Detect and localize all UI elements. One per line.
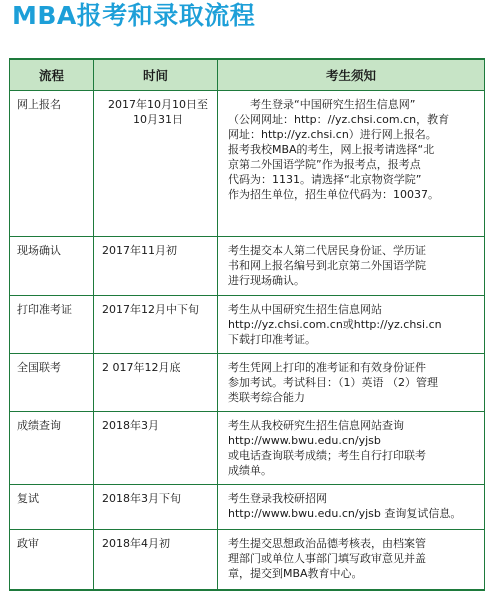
note-line: 下载打印准考证。 bbox=[228, 333, 316, 346]
time-cell bbox=[94, 485, 218, 530]
note-line: 网址：http://yz.chsi.cn）进行网上报名。 bbox=[228, 128, 437, 141]
note-line: 参加考试。考试科目：（1）英语 （2）管理 bbox=[228, 376, 438, 389]
time-line: 2018年4月初 bbox=[102, 537, 170, 550]
time-cell bbox=[94, 237, 218, 296]
header-time: 时间 bbox=[94, 59, 218, 91]
note-line: 考生登录我校研招网 bbox=[228, 492, 327, 505]
note-cell bbox=[218, 354, 485, 412]
page-title: MBA报考和录取流程 bbox=[12, 1, 256, 30]
note-line: 考生提交本人第二代居民身份证、学历证 bbox=[228, 244, 426, 257]
note-line: 考生凭网上打印的准考证和有效身份证件 bbox=[228, 361, 426, 374]
note-line: 类联考综合能力 bbox=[228, 391, 305, 404]
time-cell bbox=[94, 412, 218, 485]
note-line: 进行现场确认。 bbox=[228, 274, 305, 287]
table-row bbox=[10, 296, 485, 354]
table-row bbox=[10, 91, 485, 237]
note-cell bbox=[218, 237, 485, 296]
note-line: 理部门或单位人事部门填写政审意见并盖 bbox=[228, 552, 426, 565]
time-line: 2018年3月下旬 bbox=[102, 492, 181, 505]
note-line: 书和网上报名编号到北京第二外国语学院 bbox=[228, 259, 426, 272]
time-cell bbox=[94, 296, 218, 354]
note-line: http://www.bwu.edu.cn/yjsb 查询复试信息。 bbox=[228, 507, 462, 520]
note-cell bbox=[218, 412, 485, 485]
time-line: 2017年10月10日至 bbox=[108, 98, 208, 111]
time-line: 2018年3月 bbox=[102, 419, 159, 432]
table-row bbox=[10, 485, 485, 530]
note-line: http://www.bwu.edu.cn/yjsb bbox=[228, 434, 381, 447]
note-cell bbox=[218, 91, 485, 237]
time-line: 10月31日 bbox=[133, 113, 183, 126]
note-line: （公网网址：http：//yz.chsi.com.cn，教育 bbox=[228, 113, 450, 126]
table-row bbox=[10, 530, 485, 590]
step-cell: 复试 bbox=[10, 485, 94, 530]
table-row bbox=[10, 237, 485, 296]
time-cell bbox=[94, 91, 218, 237]
header-notes: 考生须知 bbox=[218, 59, 485, 91]
step-cell: 打印准考证 bbox=[10, 296, 94, 354]
header-step: 流程 bbox=[10, 59, 94, 91]
note-line: 考生提交思想政治品德考核表，由档案管 bbox=[228, 537, 426, 550]
step-cell: 政审 bbox=[10, 530, 94, 590]
time-line: 2017年11月初 bbox=[102, 244, 177, 257]
note-line: 成绩单。 bbox=[228, 464, 272, 477]
note-line: 作为招生单位，招生单位代码为：10037。 bbox=[228, 188, 439, 201]
table-header-row bbox=[10, 59, 485, 91]
time-cell bbox=[94, 530, 218, 590]
table-row bbox=[10, 412, 485, 485]
table-row bbox=[10, 354, 485, 412]
process-table bbox=[9, 58, 485, 591]
note-cell bbox=[218, 485, 485, 530]
note-line: 京第二外国语学院”作为报考点，报考点 bbox=[228, 158, 421, 171]
note-line: 考生登录“中国研究生招生信息网” bbox=[250, 98, 416, 111]
time-line: 2 017年12月底 bbox=[102, 361, 181, 374]
note-line: 考生从我校研究生招生信息网站查询 bbox=[228, 419, 404, 432]
note-line: http://yz.chsi.com.cn或http://yz.chsi.cn bbox=[228, 318, 442, 331]
step-cell: 全国联考 bbox=[10, 354, 94, 412]
note-line: 代码为：1131。请选择“北京物资学院” bbox=[228, 173, 422, 186]
time-line: 2017年12月中下旬 bbox=[102, 303, 199, 316]
step-cell: 网上报名 bbox=[10, 91, 94, 237]
step-cell: 现场确认 bbox=[10, 237, 94, 296]
note-line: 章，提交到MBA教育中心。 bbox=[228, 567, 363, 580]
note-line: 或电话查询联考成绩；考生自行打印联考 bbox=[228, 449, 426, 462]
note-cell bbox=[218, 530, 485, 590]
note-line: 报考我校MBA的考生，网上报考请选择“北 bbox=[228, 143, 435, 156]
time-cell bbox=[94, 354, 218, 412]
note-line: 考生从中国研究生招生信息网站 bbox=[228, 303, 382, 316]
step-cell: 成绩查询 bbox=[10, 412, 94, 485]
note-cell bbox=[218, 296, 485, 354]
